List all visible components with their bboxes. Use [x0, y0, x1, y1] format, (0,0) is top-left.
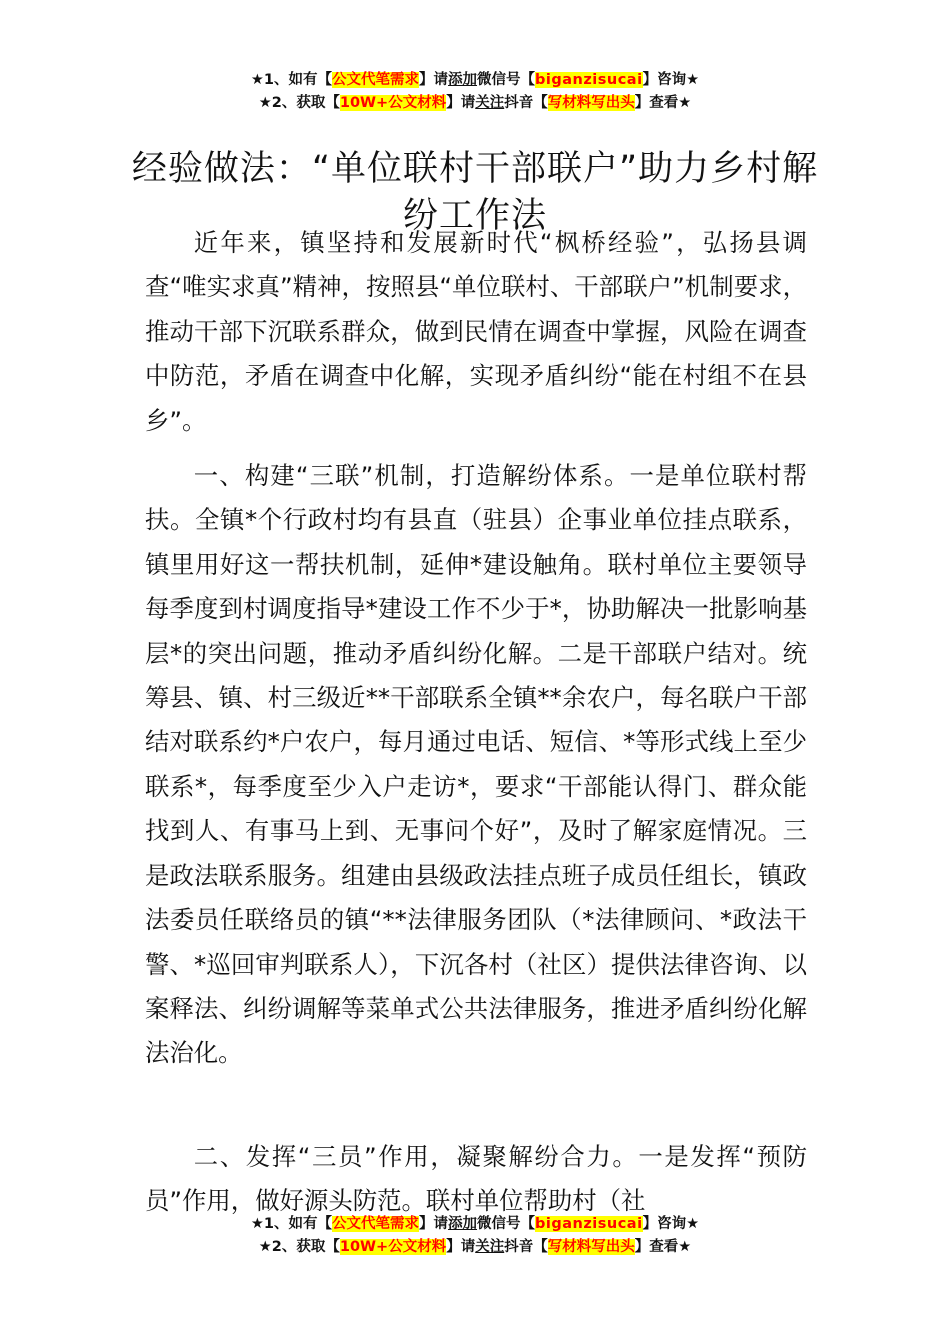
promo-underline: 添加	[448, 72, 478, 88]
promo-text: 】请	[419, 72, 449, 88]
footer-promo-banner	[0, 1213, 950, 1259]
header-promo-banner	[0, 69, 950, 115]
promo-line-1	[0, 1213, 950, 1236]
promo-wechat-id: biganzisucai	[535, 1216, 643, 1232]
promo-text: 微信号【	[477, 1216, 536, 1232]
promo-line-2	[0, 1236, 950, 1259]
promo-highlight: 10W+公文材料	[339, 1239, 447, 1255]
promo-line-1	[0, 69, 950, 92]
promo-text: 抖音【	[504, 1239, 548, 1255]
document-body-continued	[145, 1135, 807, 1216]
document-body	[145, 221, 807, 1087]
promo-highlight: 10W+公文材料	[339, 95, 447, 111]
promo-text: ★2、获取【	[258, 95, 340, 111]
promo-highlight: 公文代笔需求	[332, 72, 420, 88]
promo-wechat-id: biganzisucai	[535, 72, 643, 88]
document-title: 经验做法：“单位联村干部联户”助力乡村解纷工作法	[131, 149, 819, 237]
promo-text: 】咨询★	[642, 72, 700, 88]
promo-text: 】请	[419, 1216, 449, 1232]
promo-text: 】请	[446, 1239, 476, 1255]
paragraph-section-2: 二、发挥“三员”作用，凝聚解纷合力。一是发挥“预防员”作用，做好源头防范。联村单位帮助村（社	[145, 1142, 807, 1216]
promo-douyin-id: 写材料写出头	[547, 95, 635, 111]
promo-text: 】请	[446, 95, 476, 111]
promo-text: 抖音【	[504, 95, 548, 111]
promo-text: 】咨询★	[642, 1216, 700, 1232]
paragraph-section-1: 一、构建“三联”机制，打造解纷体系。一是单位联村帮扶。全镇*个行政村均有县直（驻县）企事业单位挂点联系，镇里用好这一帮扶机制，延伸*建设触角。联村单位主要领导每季度到村调度指导*建设工作不少于*，协助解决一批影响基层*的突出问题，推动矛盾纠纷化解。二是干部联户结对。统筹县、镇、村三级近**干部联系全镇**余农户，每名联户干部结对联系约*户农户，每月通过电话、短信、*等形式线上至少联系*，每季度至少入户走访*，要求“干部能认得门、群众能找到人、有事马上到、无事问个好”，及时了解家庭情况。三是政法联系服务。组建由县级政法挂点班子成员任组长，镇政法委员任联络员的镇“**法律服务团队（*法律顾问、*政法干警、*巡回审判联系人），下沉各村（社区）提供法律咨询、以案释法、纠纷调解等菜单式公共法律服务，推进矛盾纠纷化解法治化。	[145, 461, 807, 1068]
promo-line-2	[0, 92, 950, 115]
paragraph-intro: 近年来，镇坚持和发展新时代“枫桥经验”，弘扬县调查“唯实求真”精神，按照县“单位联村、干部联户”机制要求，推动干部下沉联系群众，做到民情在调查中掌握，风险在调查中防范，矛盾在调查中化解，实现矛盾纠纷“能在村组不在县乡”。	[145, 228, 807, 435]
promo-highlight: 公文代笔需求	[332, 1216, 420, 1232]
promo-underline: 关注	[475, 95, 505, 111]
promo-text: ★1、如有【	[250, 1216, 333, 1232]
promo-underline: 关注	[475, 1239, 505, 1255]
promo-text: 】查看★	[634, 95, 692, 111]
promo-text: ★2、获取【	[258, 1239, 340, 1255]
promo-text: ★1、如有【	[250, 72, 333, 88]
promo-douyin-id: 写材料写出头	[547, 1239, 635, 1255]
promo-text: 微信号【	[477, 72, 536, 88]
promo-underline: 添加	[448, 1216, 478, 1232]
promo-text: 】查看★	[634, 1239, 692, 1255]
